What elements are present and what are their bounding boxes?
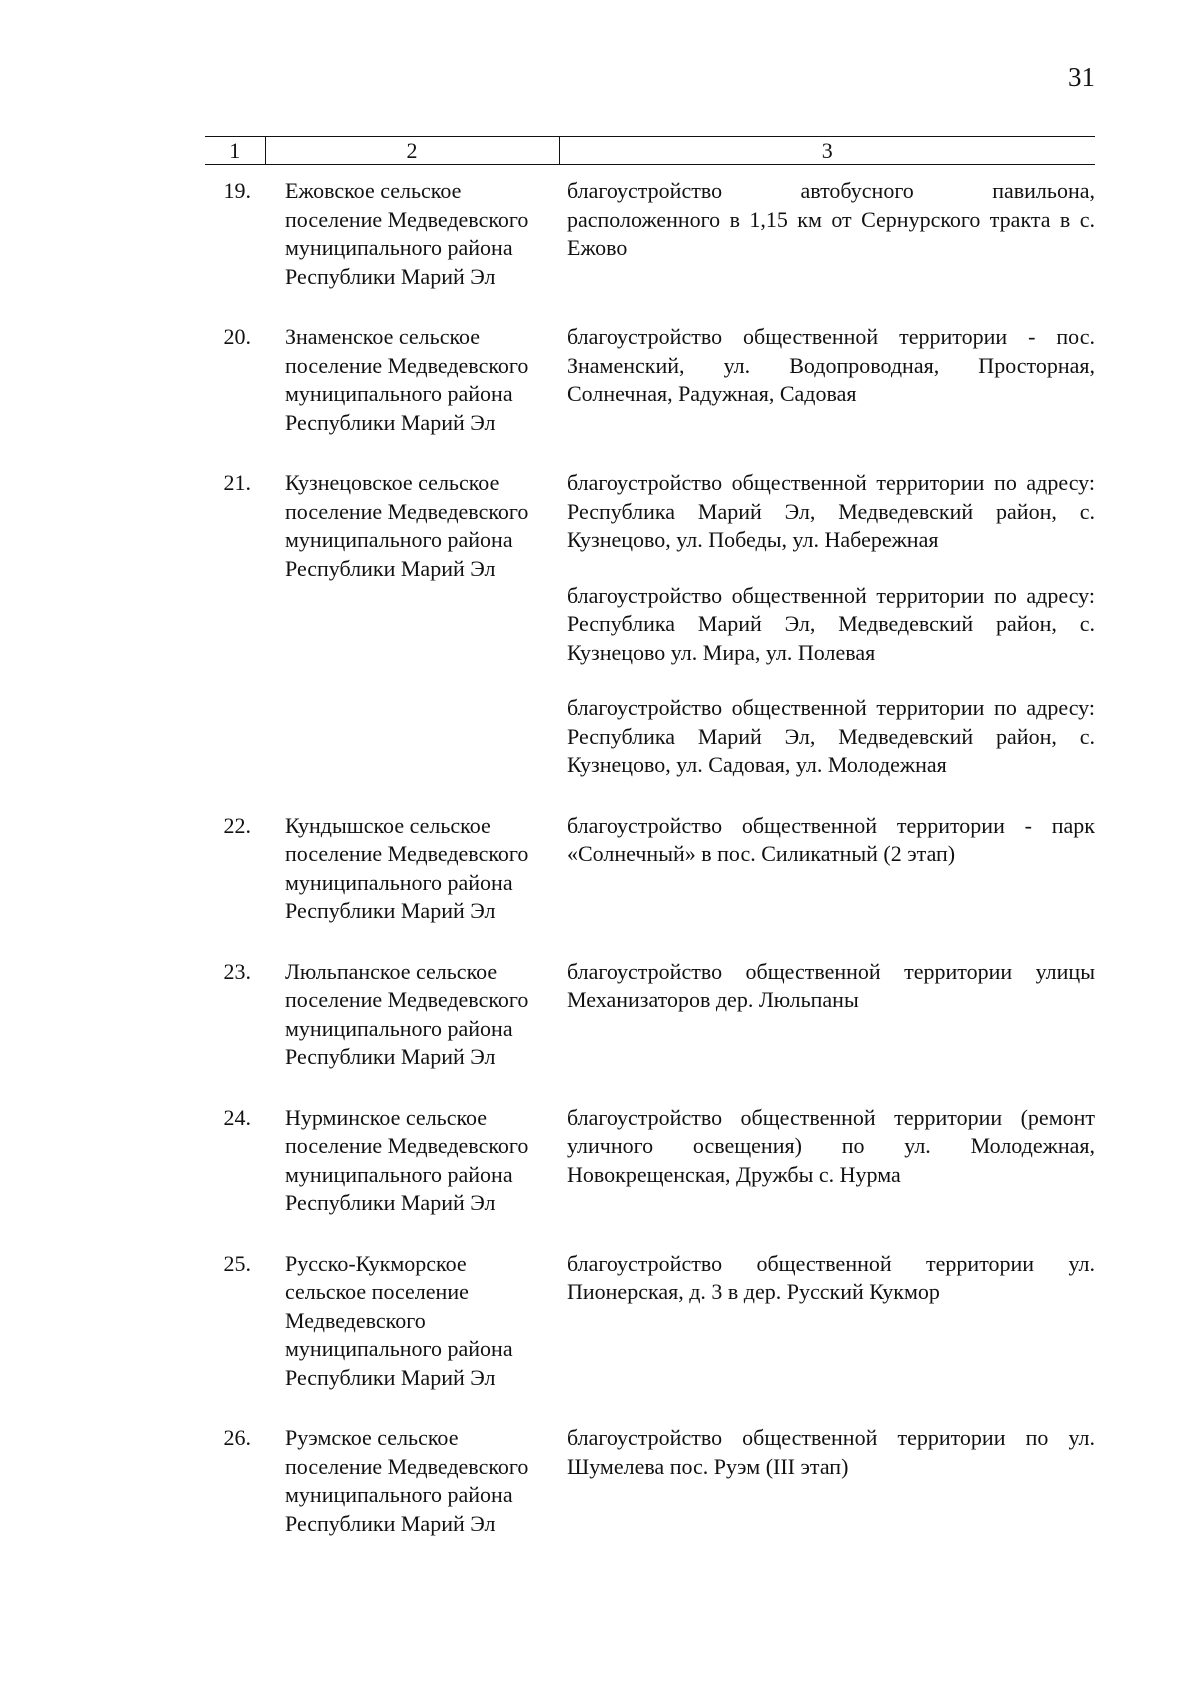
header-col-2: 2 (265, 137, 559, 165)
settlement-name-line: муниципального района (285, 869, 513, 895)
settlement-name-line: Кундышское сельское (285, 812, 491, 838)
project-description (559, 453, 1095, 796)
project-item: благоустройство общественной территории по адресу: Республика Марий Эл, Медведевский район, с. Кузнецово, ул. Победы, ул. Набережная (567, 470, 1095, 552)
settlement-name-line: Республики Марий Эл (285, 1044, 496, 1069)
table-row (205, 942, 1095, 1088)
settlement-name-line: Ежовское сельское (285, 178, 462, 203)
settlement-name-line: муниципального района (285, 1482, 513, 1507)
table-row (205, 1088, 1095, 1234)
settlement-name-line: поселение Медведевского (285, 1133, 529, 1158)
settlement-name-line: Кузнецовское сельское (285, 470, 500, 495)
settlement-name-line: муниципального района (285, 235, 513, 260)
row-number: 25. (223, 1250, 251, 1276)
settlement-name-line: Русско-Кукморское (285, 1250, 467, 1276)
project-description (559, 1408, 1095, 1554)
settlement-name-line: Республики Марий Эл (285, 1364, 496, 1390)
settlement-name-line: Республики Марий Эл (285, 898, 496, 923)
settlement-name (265, 1234, 559, 1409)
table-row (205, 796, 1095, 942)
settlement-name-line: поселение Медведевского (285, 841, 529, 866)
table-row (205, 165, 1095, 308)
settlement-name (265, 165, 559, 308)
settlement-name-line: муниципального района (285, 1161, 513, 1187)
settlement-name (265, 942, 559, 1088)
settlement-name-line: Медведевского (285, 1307, 426, 1333)
project-description (559, 796, 1095, 942)
settlement-name-line: поселение Медведевского (285, 498, 529, 524)
settlement-name-line: муниципального района (285, 1336, 513, 1361)
row-number: 19. (223, 178, 251, 203)
settlement-name-line: Знаменское сельское (285, 324, 481, 349)
settlement-name-line: поселение Медведевского (285, 1453, 529, 1479)
row-number: 20. (223, 324, 251, 349)
project-item: благоустройство общественной территории - пос. Знаменский, ул. Водопроводная, Просторная, Солнечная, Радужная, Садовая (567, 324, 1095, 406)
settlement-name-line: муниципального района (285, 527, 513, 552)
settlement-name (265, 453, 559, 796)
page-number: 31 (1068, 62, 1095, 92)
project-description (559, 1234, 1095, 1409)
table-row (205, 1408, 1095, 1554)
table-header (205, 137, 1095, 165)
project-description (559, 942, 1095, 1088)
settlement-name-line: сельское поселение (285, 1279, 469, 1304)
row-number: 21. (223, 470, 251, 495)
municipal-projects-table (205, 136, 1095, 1554)
settlement-name (265, 796, 559, 942)
project-description (559, 307, 1095, 453)
project-item: благоустройство автобусного павильона, расположенного в 1,15 км от Сернурского тракта в с. Ежово (567, 178, 1095, 260)
project-item: благоустройство общественной территории по адресу: Республика Марий Эл, Медведевский район, с. Кузнецово ул. Мира, ул. Полевая (567, 582, 1095, 665)
settlement-name-line: Республики Марий Эл (285, 1190, 496, 1215)
project-item: благоустройство общественной территории по адресу: Республика Марий Эл, Медведевский район, с. Кузнецово, ул. Садовая, ул. Молодежная (567, 695, 1095, 777)
settlement-name-line: Нурминское сельское (285, 1104, 488, 1130)
project-item: благоустройство общественной территории по ул. Шумелева пос. Руэм (III этап) (567, 1425, 1095, 1479)
settlement-name-line: муниципального района (285, 381, 513, 406)
table-row (205, 453, 1095, 796)
settlement-name (265, 1088, 559, 1234)
settlement-name-line: Республики Марий Эл (285, 1510, 496, 1536)
row-number: 22. (223, 812, 251, 838)
row-number: 26. (223, 1425, 251, 1450)
settlement-name (265, 1408, 559, 1554)
row-number: 24. (223, 1104, 251, 1130)
settlement-name-line: поселение Медведевского (285, 206, 529, 232)
settlement-name-line: поселение Медведевского (285, 987, 529, 1012)
table-body (205, 165, 1095, 1555)
table-row (205, 307, 1095, 453)
settlement-name-line: Руэмское сельское (285, 1425, 459, 1450)
settlement-name-line: поселение Медведевского (285, 352, 529, 378)
header-col-3: 3 (559, 137, 1095, 165)
project-description (559, 1088, 1095, 1234)
settlement-name-line: Люльпанское сельское (285, 958, 498, 984)
settlement-name-line: Республики Марий Эл (285, 409, 496, 435)
project-item: благоустройство общественной территории ул. Пионерская, д. 3 в дер. Русский Кукмор (567, 1250, 1095, 1304)
settlement-name-line: Республики Марий Эл (285, 263, 496, 289)
header-col-1: 1 (205, 137, 265, 165)
project-item: благоустройство общественной территории (ремонт уличного освещения) по ул. Молодежная, Новокрещенская, Дружбы с. Нурма (567, 1104, 1095, 1187)
settlement-name (265, 307, 559, 453)
project-description (559, 165, 1095, 308)
project-item: благоустройство общественной территории улицы Механизаторов дер. Люльпаны (567, 958, 1095, 1012)
settlement-name-line: муниципального района (285, 1015, 513, 1041)
table-row (205, 1234, 1095, 1409)
project-item: благоустройство общественной территории - парк «Солнечный» в пос. Силикатный (2 этап) (567, 812, 1095, 866)
settlement-name-line: Республики Марий Эл (285, 555, 496, 581)
row-number: 23. (223, 958, 251, 984)
